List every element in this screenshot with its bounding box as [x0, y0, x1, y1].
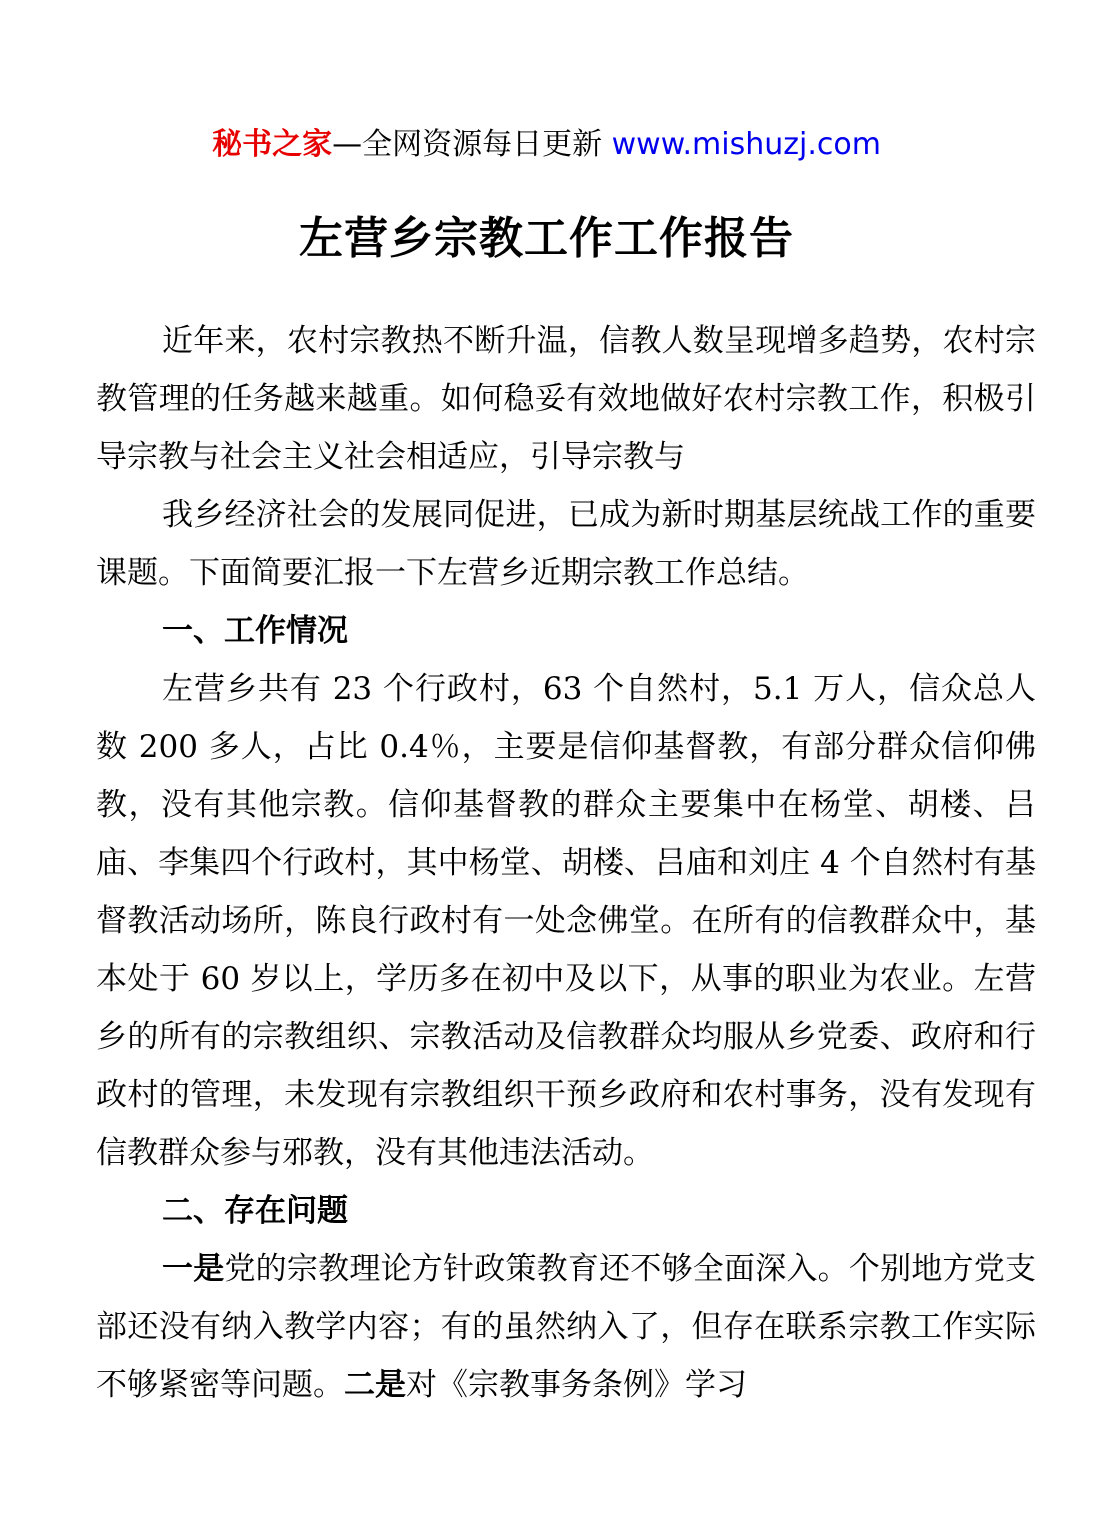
- section-heading-work-status: 一、工作情况: [162, 613, 348, 649]
- document-body: [96, 312, 1036, 1414]
- problem-second-text: 对《宗教事务条例》学习: [406, 1367, 747, 1403]
- brand-name: 秘书之家: [212, 127, 333, 162]
- lead-second: 二是: [344, 1367, 406, 1403]
- document-title: 左营乡宗教工作工作报告: [299, 213, 794, 264]
- section-heading-problems: 二、存在问题: [162, 1193, 348, 1229]
- paragraph-intro-continued: 我乡经济社会的发展同促进，已成为新时期基层统战工作的重要课题。下面简要汇报一下左营乡近期宗教工作总结。: [96, 497, 1036, 591]
- site-header: [0, 120, 1093, 170]
- problem-first-text: 党的宗教理论方针政策教育还不够全面深入。个别地方党支部还没有纳入教学内容；有的虽然纳入了，但存在联系宗教工作实际不够紧密等问题。: [96, 1251, 1037, 1403]
- site-url-link[interactable]: www.mishuzj.com: [611, 127, 881, 162]
- paragraph-work-status: 左营乡共有 23 个行政村，63 个自然村，5.1 万人，信众总人数 200 多人，占比 0.4％，主要是信仰基督教，有部分群众信仰佛教，没有其他宗教。信仰基督教的群众主要集中在杨堂、胡楼、吕庙、李集四个行政村，其中杨堂、胡楼、吕庙和刘庄 4 个自然村有基督教活动场所，陈良行政村有一处念佛堂。在所有的信教群众中，基本处于 60 岁以上，学历多在初中及以下，从事的职业为农业。左营乡的所有的宗教组织、宗教活动及信教群众均服从乡党委、政府和行政村的管理，未发现有宗教组织干预乡政府和农村事务，没有发现有信教群众参与邪教，没有其他违法活动。: [96, 671, 1036, 1171]
- paragraph-problems: [96, 1240, 1036, 1414]
- header-slogan: —全网资源每日更新: [332, 127, 612, 162]
- paragraph-intro: 近年来，农村宗教热不断升温，信教人数呈现增多趋势，农村宗教管理的任务越来越重。如何稳妥有效地做好农村宗教工作，积极引导宗教与社会主义社会相适应，引导宗教与: [96, 323, 1036, 475]
- lead-first: 一是: [162, 1251, 225, 1287]
